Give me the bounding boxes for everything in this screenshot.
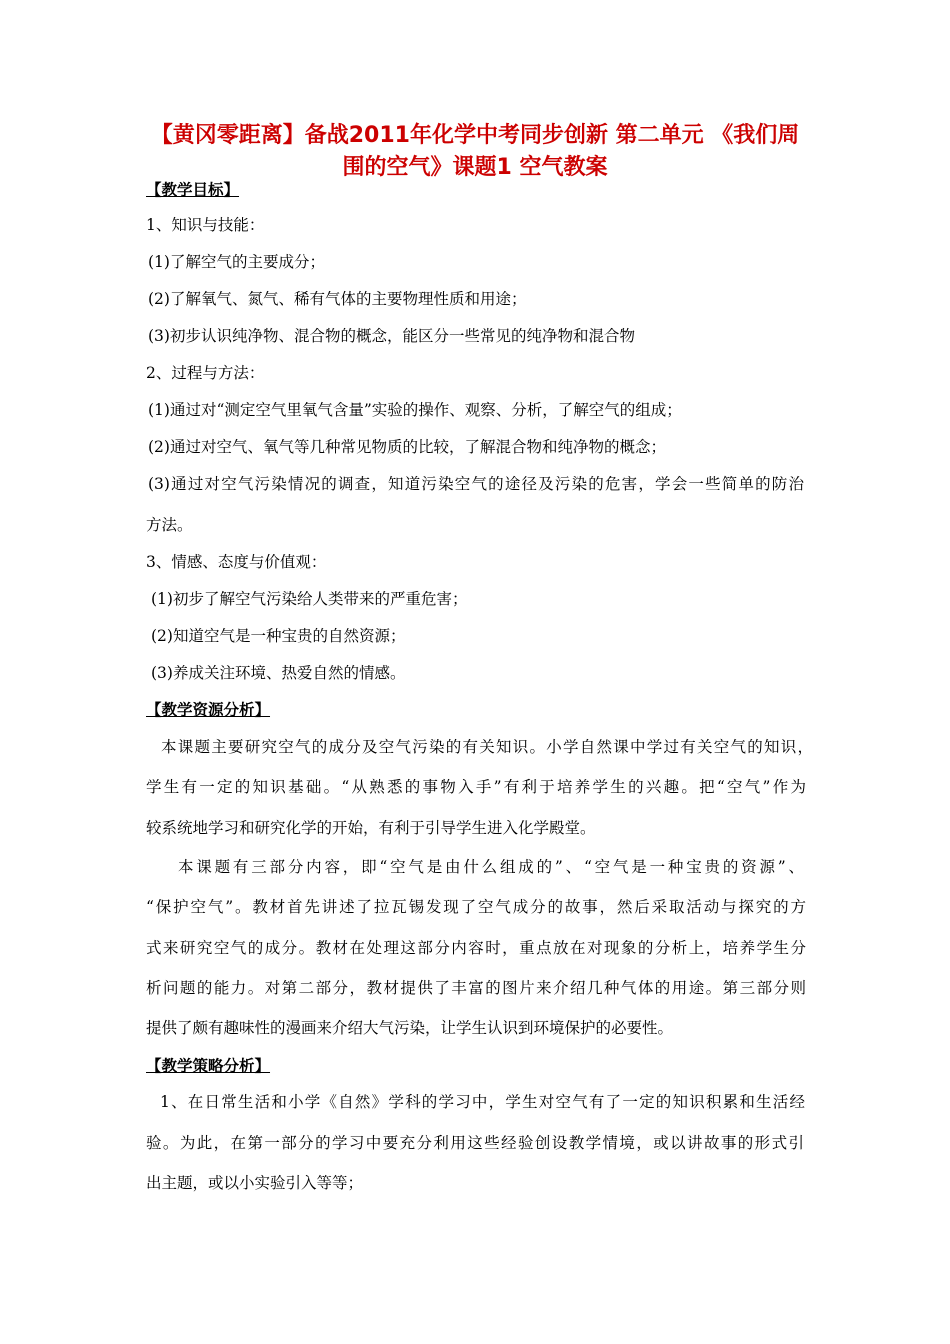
objectives-heading: 【教学目标】 [146,180,240,199]
resources-paragraph-line: 析问题的能力。对第二部分，教材提供了丰富的图片来介绍几种气体的用途。第三部分则 [146,979,806,997]
strategy-heading: 【教学策略分析】 [146,1056,271,1075]
emotion-label: 3、情感、态度与价值观： [146,553,327,571]
resources-paragraph-line: 本课题主要研究空气的成分及空气污染的有关知识。小学自然课中学过有关空气的知识， [161,738,813,756]
resources-paragraph-line: 较系统地学习和研究化学的开始，有利于引导学生进入化学殿堂。 [146,819,596,837]
document-title: 【黄冈零距离】备战2011年化学中考同步创新 第二单元 《我们周围的空气》课题1 空气教案 [150,123,800,180]
strategy-paragraph-line: 验。为此，在第一部分的学习中要充分利用这些经验创设教学情境，或以讲故事的形式引 [146,1134,804,1152]
resources-paragraph-line: “保护空气”。教材首先讲述了拉瓦锡发现了空气成分的故事，然后采取活动与探究的方 [146,898,806,916]
process-label: 2、过程与方法： [146,364,265,382]
knowledge-item: (1)了解空气的主要成分； [148,253,325,271]
process-item-continued: 方法。 [146,516,193,534]
strategy-paragraph-line: 1、在日常生活和小学《自然》学科的学习中，学生对空气有了一定的知识积累和生活经 [160,1093,805,1111]
process-item: (3)通过对空气污染情况的调查，知道污染空气的途径及污染的危害，学会一些简单的防治 [148,475,804,493]
knowledge-item: (3)初步认识纯净物、混合物的概念，能区分一些常见的纯净物和混合物 [148,327,635,345]
emotion-item: (3)养成关注环境、热爱自然的情感。 [151,664,406,682]
resources-paragraph-line: 提供了颇有趣味性的漫画来介绍大气污染，让学生认识到环境保护的必要性。 [146,1019,674,1037]
process-item: (2)通过对空气、氧气等几种常见物质的比较，了解混合物和纯净物的概念； [148,438,666,456]
emotion-item: (1)初步了解空气污染给人类带来的严重危害； [151,590,468,608]
knowledge-item: (2)了解氧气、氮气、稀有气体的主要物理性质和用途； [148,290,527,308]
resources-paragraph-line: 式来研究空气的成分。教材在处理这部分内容时，重点放在对现象的分析上，培养学生分 [146,939,806,957]
strategy-paragraph-line: 出主题，或以小实验引入等等； [146,1174,364,1192]
resources-paragraph-line: 本课题有三部分内容，即“空气是由什么组成的”、“空气是一种宝贵的资源”、 [178,858,804,876]
resources-heading: 【教学资源分析】 [146,700,271,719]
resources-paragraph-line: 学生有一定的知识基础。“从熟悉的事物入手”有利于培养学生的兴趣。把“空气”作为 [146,778,806,796]
emotion-item: (2)知道空气是一种宝贵的自然资源； [151,627,406,645]
knowledge-label: 1、知识与技能： [146,216,265,234]
process-item: (1)通过对“测定空气里氧气含量”实验的操作、观察、分析，了解空气的组成； [148,401,682,419]
